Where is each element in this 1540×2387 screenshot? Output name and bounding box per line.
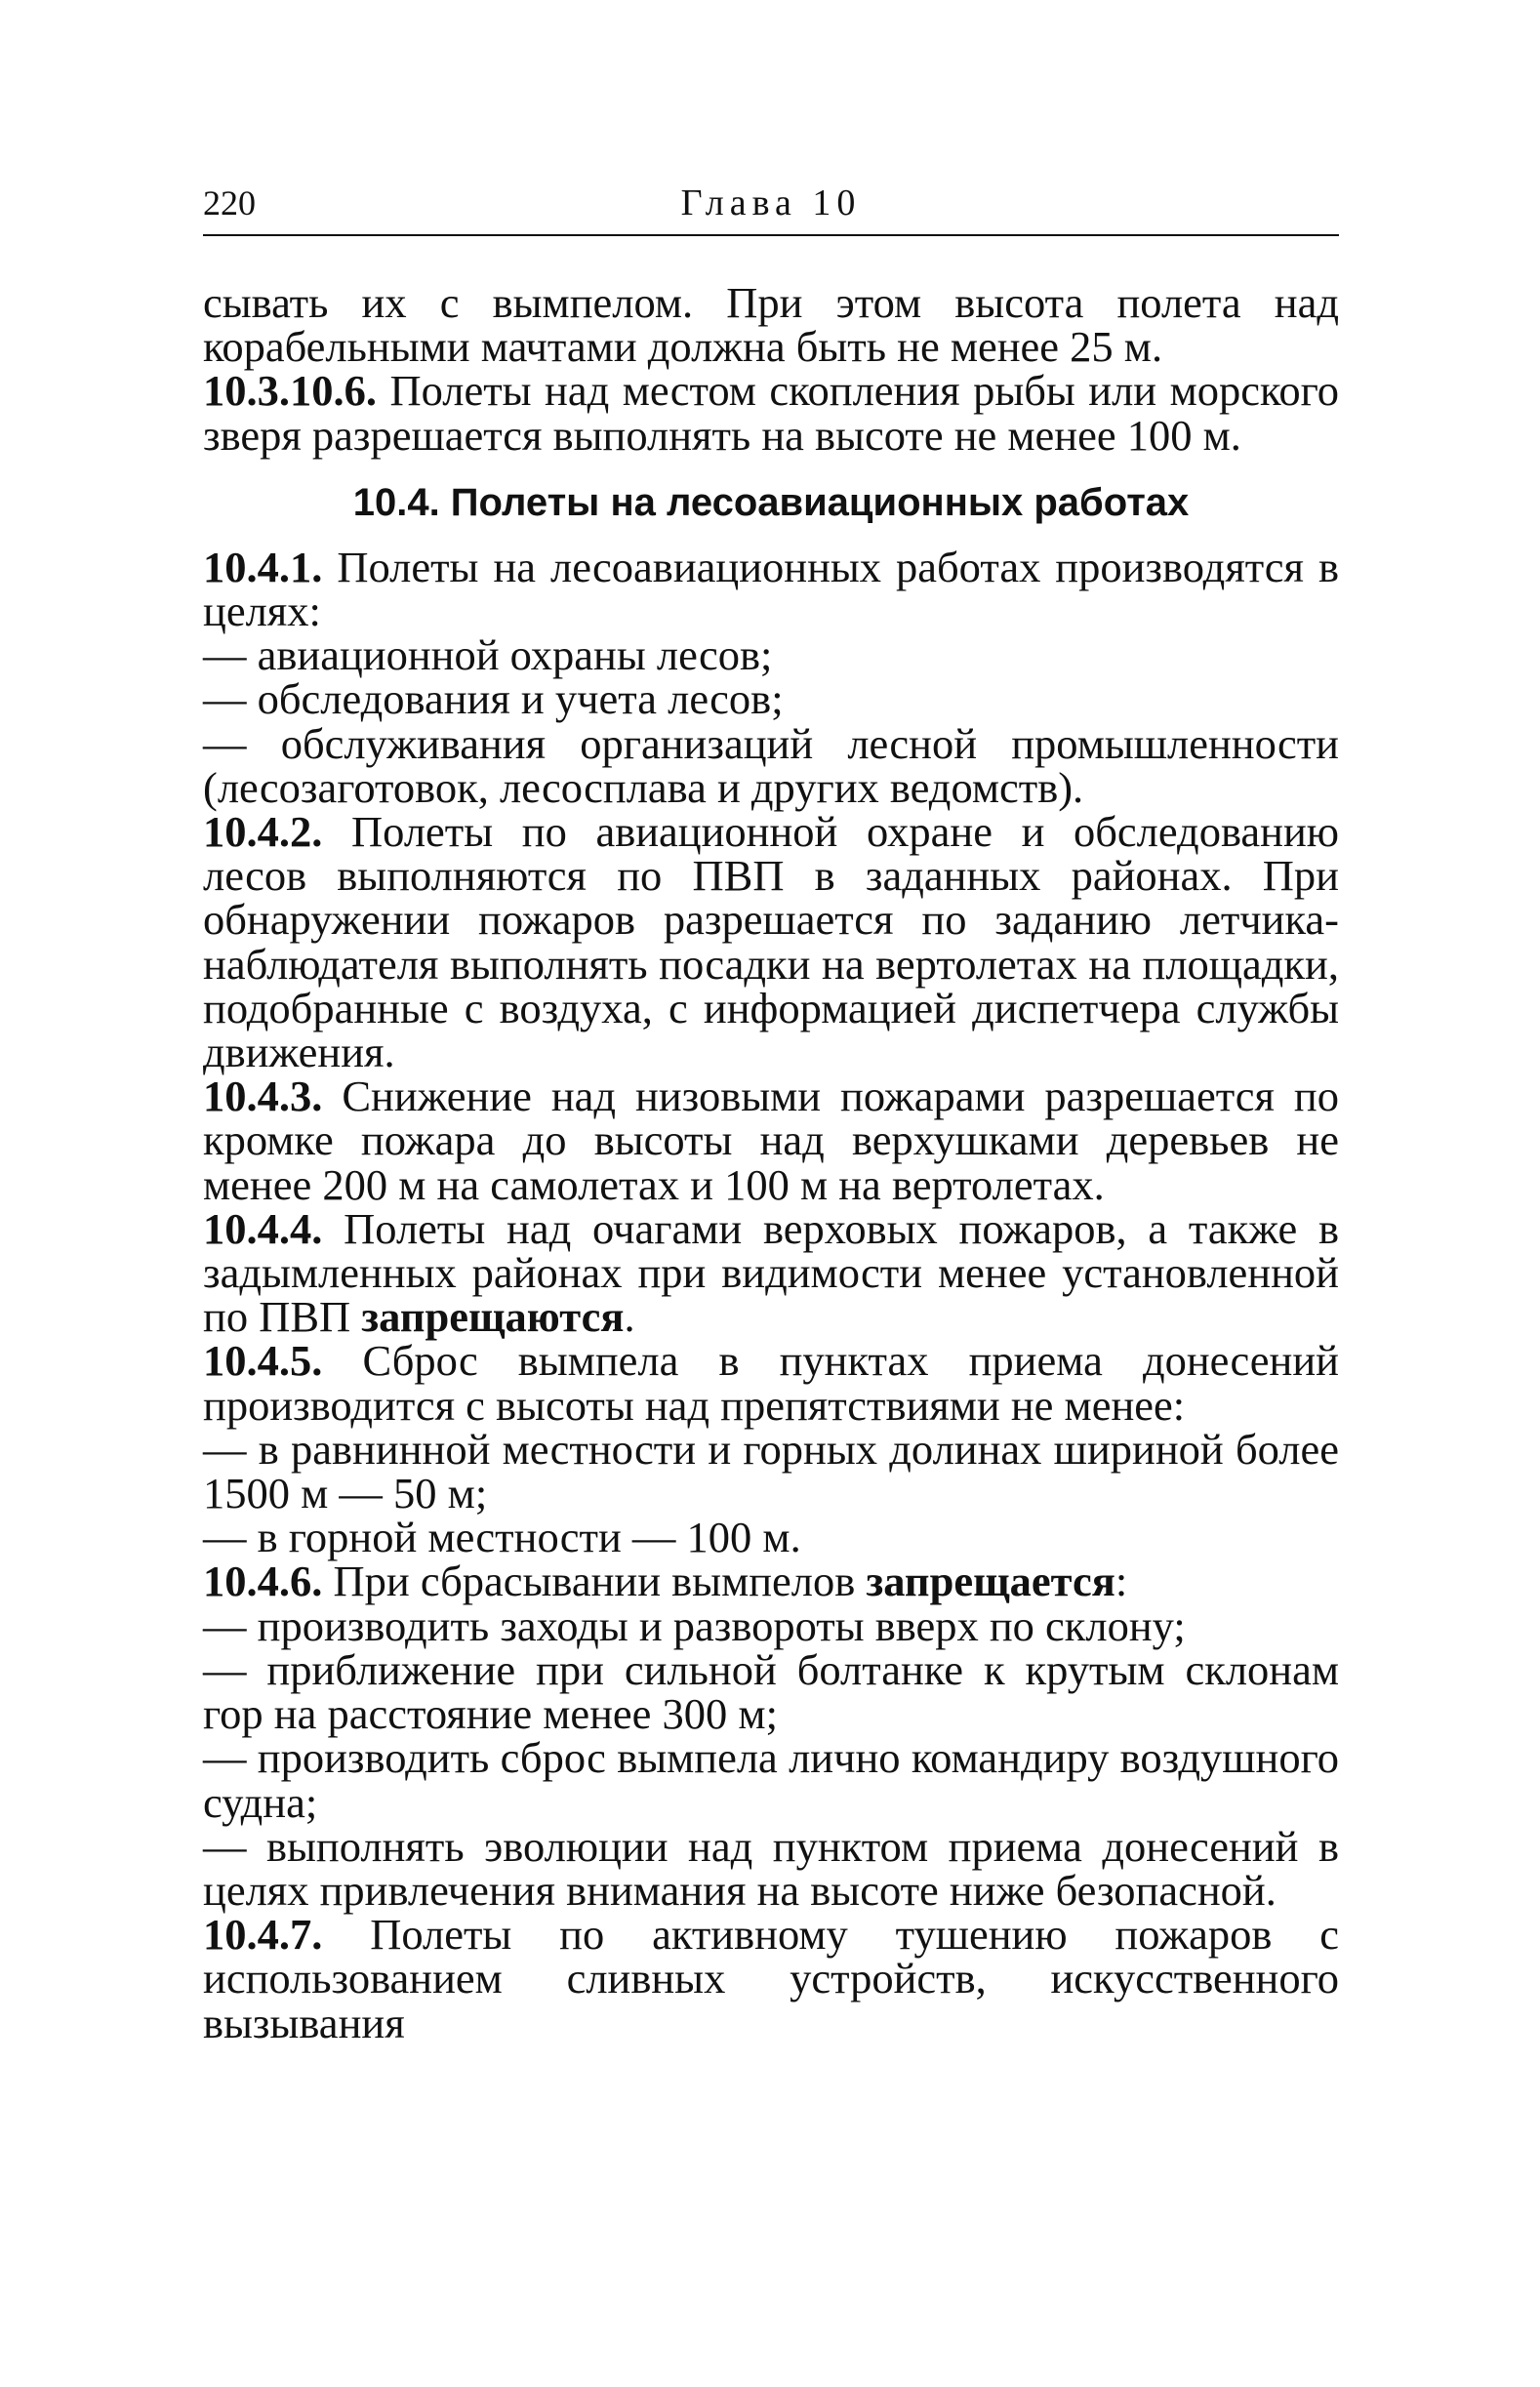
list-item: — обследования и учета лесов; (203, 674, 784, 724)
section-heading: 10.4. Полеты на лесоавиационных работах (352, 480, 1190, 524)
paragraph: 10.4.5. Сброс вымпела в пунктах приема донесений производится с высоты над препятствиями не менее: (203, 1336, 1339, 1430)
paragraph: 10.3.10.6. Полеты над местом скопления рыбы или морского зверя разрешается выполнять на высоте не менее 100 м. (203, 366, 1339, 460)
paragraph: 10.4.6. При сбрасывании вымпелов запрещается: (203, 1557, 1128, 1606)
list-item: — производить заходы и развороты вверх по склону; (203, 1600, 1186, 1650)
paragraph: сывать их с вымпелом. При этом высота полета над корабельными мачтами должна быть не менее 25 м. (203, 278, 1339, 372)
paragraph: 10.4.4. Полеты над очагами верховых пожаров, а также в задымленных районах при видимости менее установленной по ПВП запрещаются. (203, 1203, 1339, 1342)
list-item: — в горной местности — 100 м. (203, 1513, 801, 1562)
body-text (203, 278, 1339, 2047)
list-item: — выполнять эволюции над пунктом приема донесений в целях привлечения внимания на высоте ниже безопасной. (203, 1821, 1339, 1915)
paragraph: 10.4.2. Полеты по авиационной охране и обследованию лесов выполняются по ПВП в заданных районах. При обнаружении пожаров разрешается по заданию летчика-наблюдателя выполнять посадки на вертолетах на площадки, подобранные с воздуха, с информацией диспетчера службы движения. (203, 807, 1339, 1077)
clause-number: 10.4.5. (203, 1336, 323, 1386)
list-item: — обслуживания организаций лесной промышленности (лесозаготовок, лесосплава и других ведомств). (203, 718, 1339, 812)
clause-number: 10.4.4. (203, 1203, 323, 1253)
clause-number: 10.4.2. (203, 807, 323, 857)
list-item: — в равнинной местности и горных долинах шириной более 1500 м — 50 м; (203, 1424, 1339, 1518)
clause-number: 10.3.10.6. (203, 366, 377, 416)
running-head: Глава 10 (680, 182, 862, 223)
list-item: — приближение при сильной болтанке к крутым склонам гор на расстояние менее 300 м; (203, 1644, 1339, 1739)
clause-number: 10.4.3. (203, 1072, 323, 1121)
paragraph: 10.4.3. Снижение над низовыми пожарами разрешается по кромке пожара до высоты над верхушками деревьев не менее 200 м на самолетах и 100 м на вертолетах. (203, 1072, 1339, 1209)
list-item: — авиационной охраны лесов; (203, 630, 773, 680)
paragraph: 10.4.1. Полеты на лесоавиационных работах производятся в целях: (203, 542, 1339, 636)
emphasis: запрещаются (361, 1292, 625, 1342)
paragraph: 10.4.7. Полеты по активному тушению пожаров с использованием сливных устройств, искусственного вызывания (203, 1910, 1339, 2047)
clause-number: 10.4.6. (203, 1557, 323, 1606)
clause-number: 10.4.1. (203, 542, 323, 591)
clause-number: 10.4.7. (203, 1910, 323, 1960)
emphasis: запрещается (866, 1557, 1115, 1606)
list-item: — производить сброс вымпела лично командиру воздушного судна; (203, 1733, 1339, 1827)
page-number: 220 (203, 183, 256, 223)
page-header (203, 180, 1339, 236)
